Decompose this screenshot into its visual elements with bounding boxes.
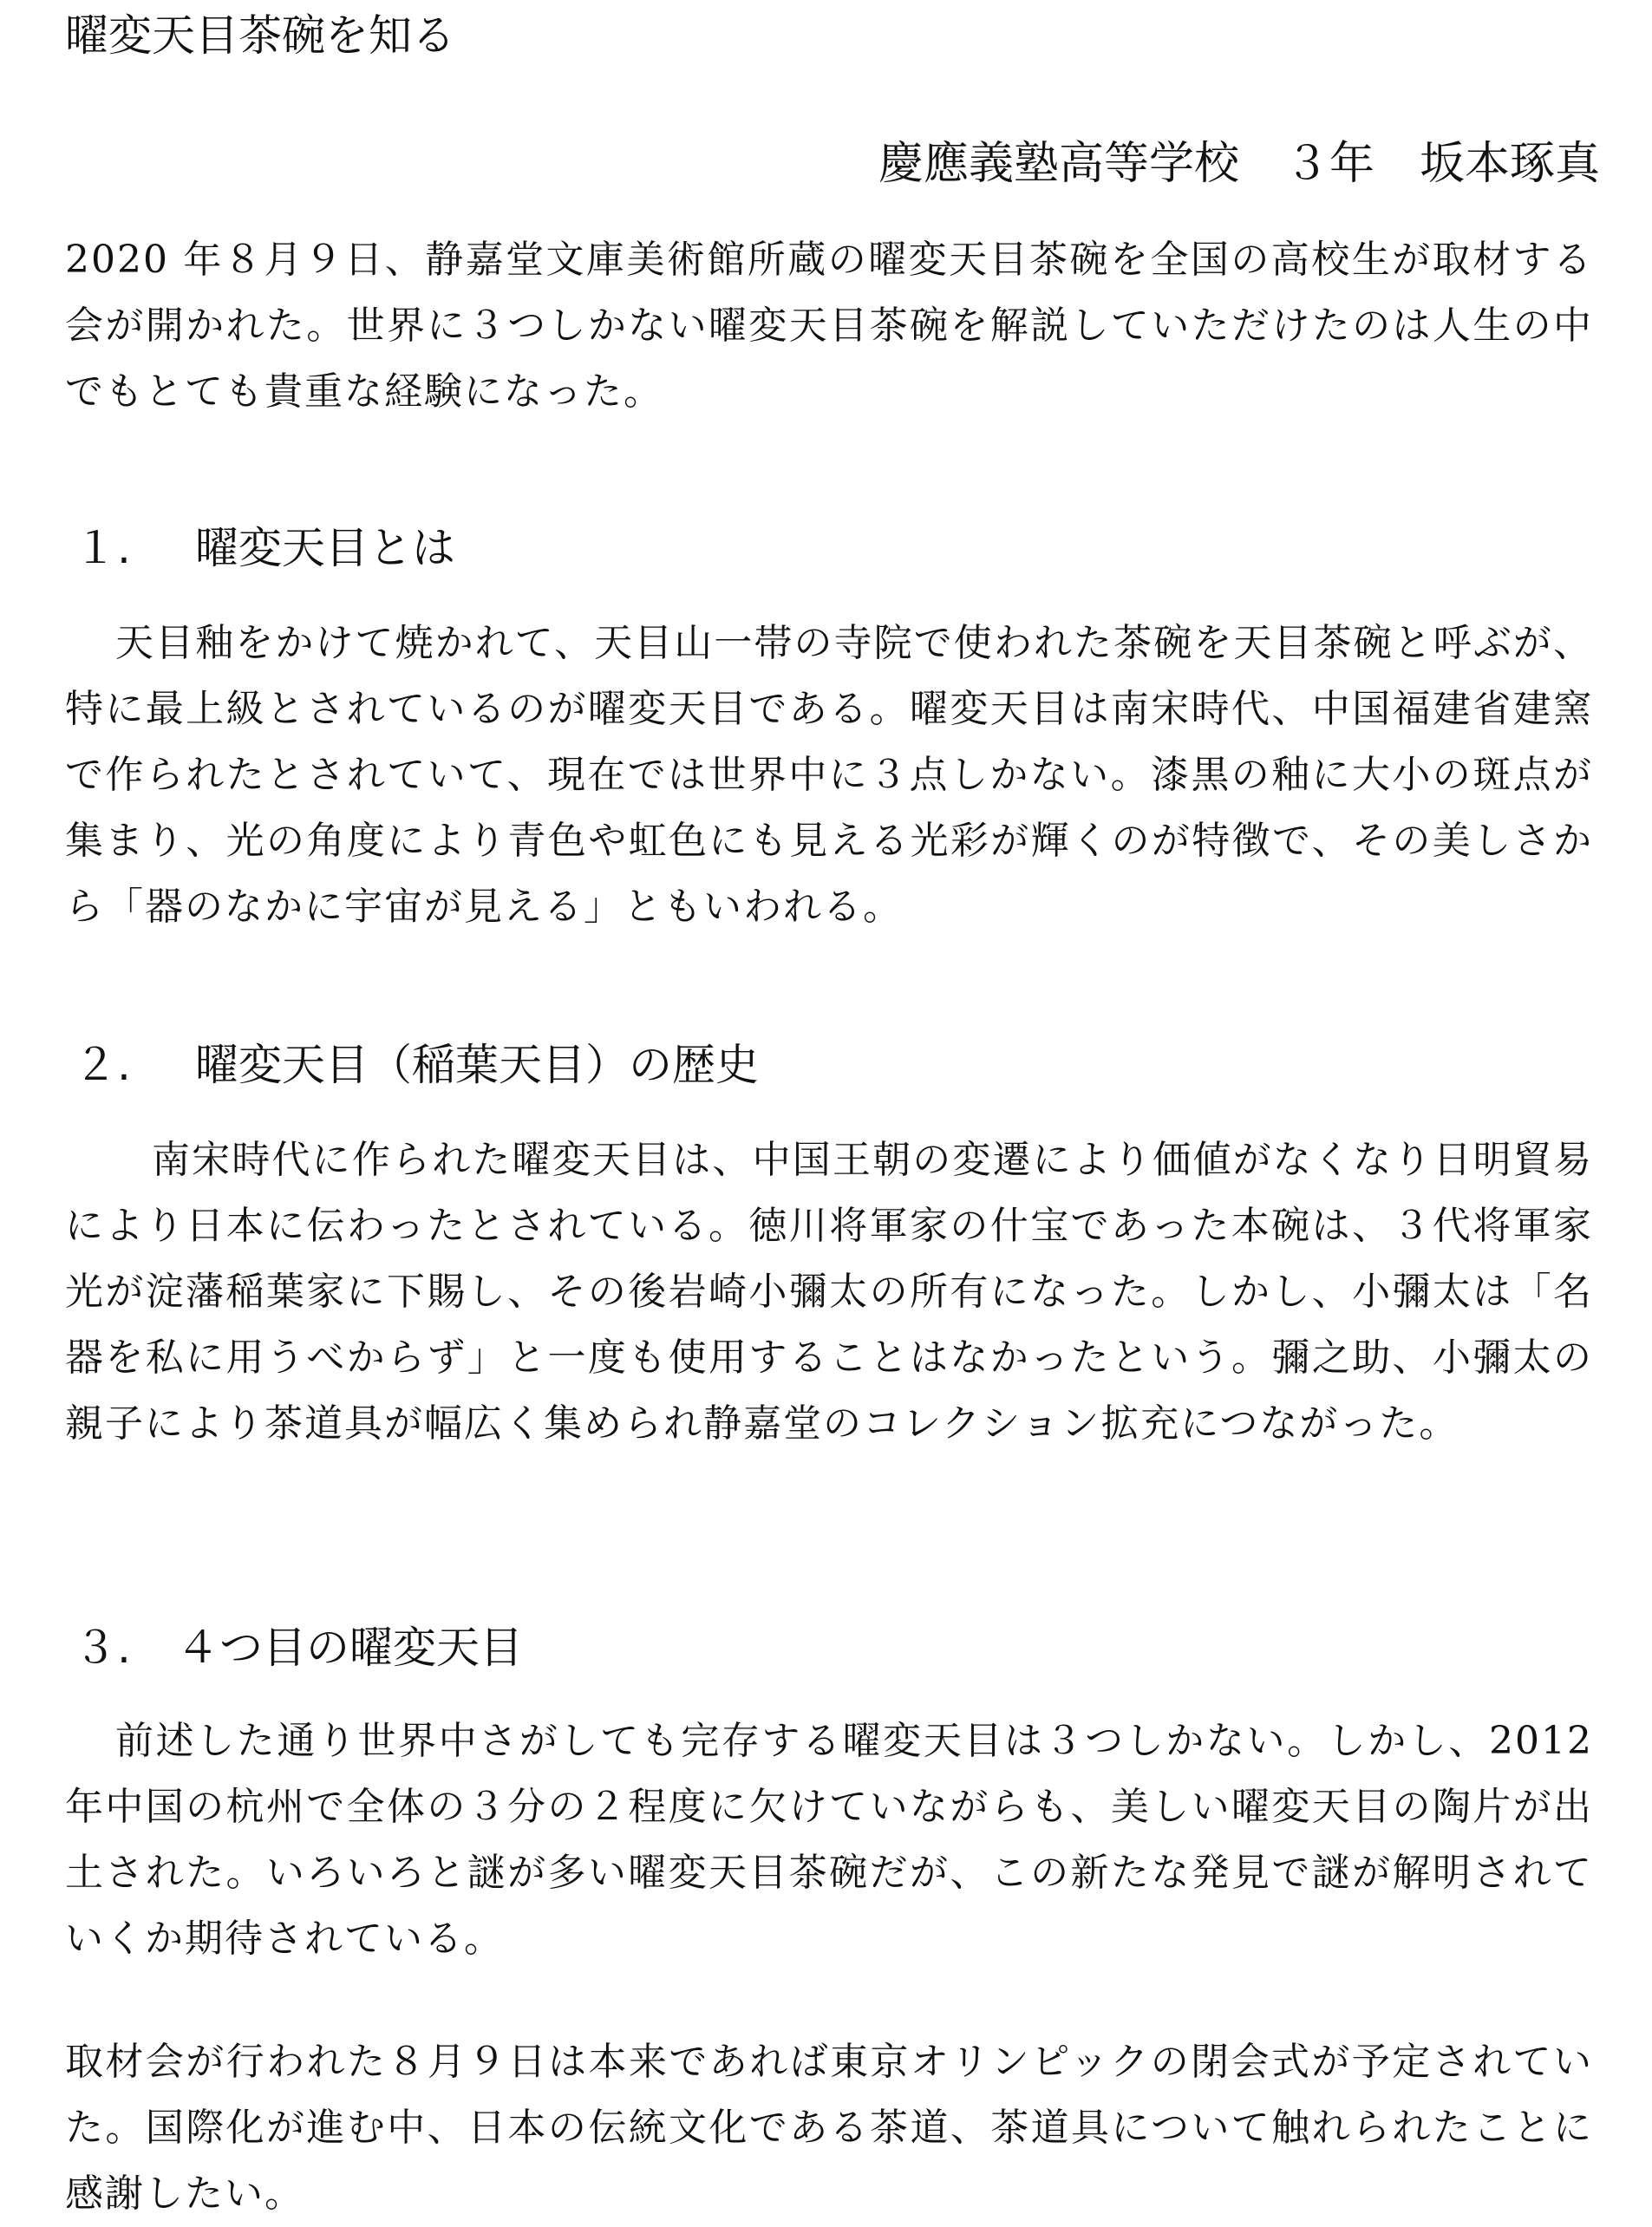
closing-paragraph: 取材会が行われた８月９日は本来であれば東京オリンピックの閉会式が予定されていた。国際化が進む中、日本の伝統文化である茶道、茶道具について触れられたことに感謝したい。: [65, 2040, 1593, 2216]
section-3-number: ３.: [74, 1623, 131, 1673]
intro-paragraph: 2020 年８月９日、静嘉堂文庫美術館所蔵の曜変天目茶碗を全国の高校生が取材する会が開かれた。世界に３つしかない曜変天目茶碗を解説していただけたのは人生の中でもとても貴重な経験になった。: [65, 238, 1593, 414]
author-line: 慶應義塾高等学校 ３年 坂本琢真: [878, 138, 1600, 190]
section-1-heading: [74, 515, 455, 581]
section-2-title: 曜変天目（稲葉天目）の歴史: [195, 1040, 759, 1090]
section-2-number: ２.: [74, 1040, 131, 1090]
section-1-title: 曜変天目とは: [195, 523, 455, 573]
section-3-title: ４つ目の曜変天目: [176, 1623, 523, 1673]
section-3-body: 前述した通り世界中さがしても完存する曜変天目は３つしかない。しかし、2012 年中国の杭州で全体の３分の２程度に欠けていながらも、美しい曜変天目の陶片が出土された。いろいろと謎が多い曜変天目茶碗だが、この新たな発見で謎が解明されていくか期待されている。: [65, 1719, 1593, 1961]
section-1-number: １.: [74, 523, 131, 573]
document-title: 曜変天目茶碗を知る: [65, 10, 455, 61]
section-1-body: 天目釉をかけて焼かれて、天目山一帯の寺院で使われた茶碗を天目茶碗と呼ぶが、特に最上級とされているのが曜変天目である。曜変天目は南宋時代、中国福建省建窯で作られたとされていて、現在では世界中に３点しかない。漆黒の釉に大小の斑点が集まり、光の角度により青色や虹色にも見える光彩が輝くのが特徴で、その美しさから「器のなかに宇宙が見える」ともいわれる。: [65, 621, 1593, 929]
section-3-heading: [74, 1615, 523, 1681]
section-2-heading: [74, 1032, 759, 1098]
section-2-body: 南宋時代に作られた曜変天目は、中国王朝の変遷により価値がなくなり日明貿易により日本に伝わったとされている。徳川将軍家の什宝であった本碗は、３代将軍家光が淀藩稲葉家に下賜し、その後岩崎小彌太の所有になった。しかし、小彌太は「名器を私に用うべからず」と一度も使用することはなかったという。彌之助、小彌太の親子により茶道具が幅広く集められ静嘉堂のコレクション拡充につながった。: [65, 1138, 1593, 1446]
